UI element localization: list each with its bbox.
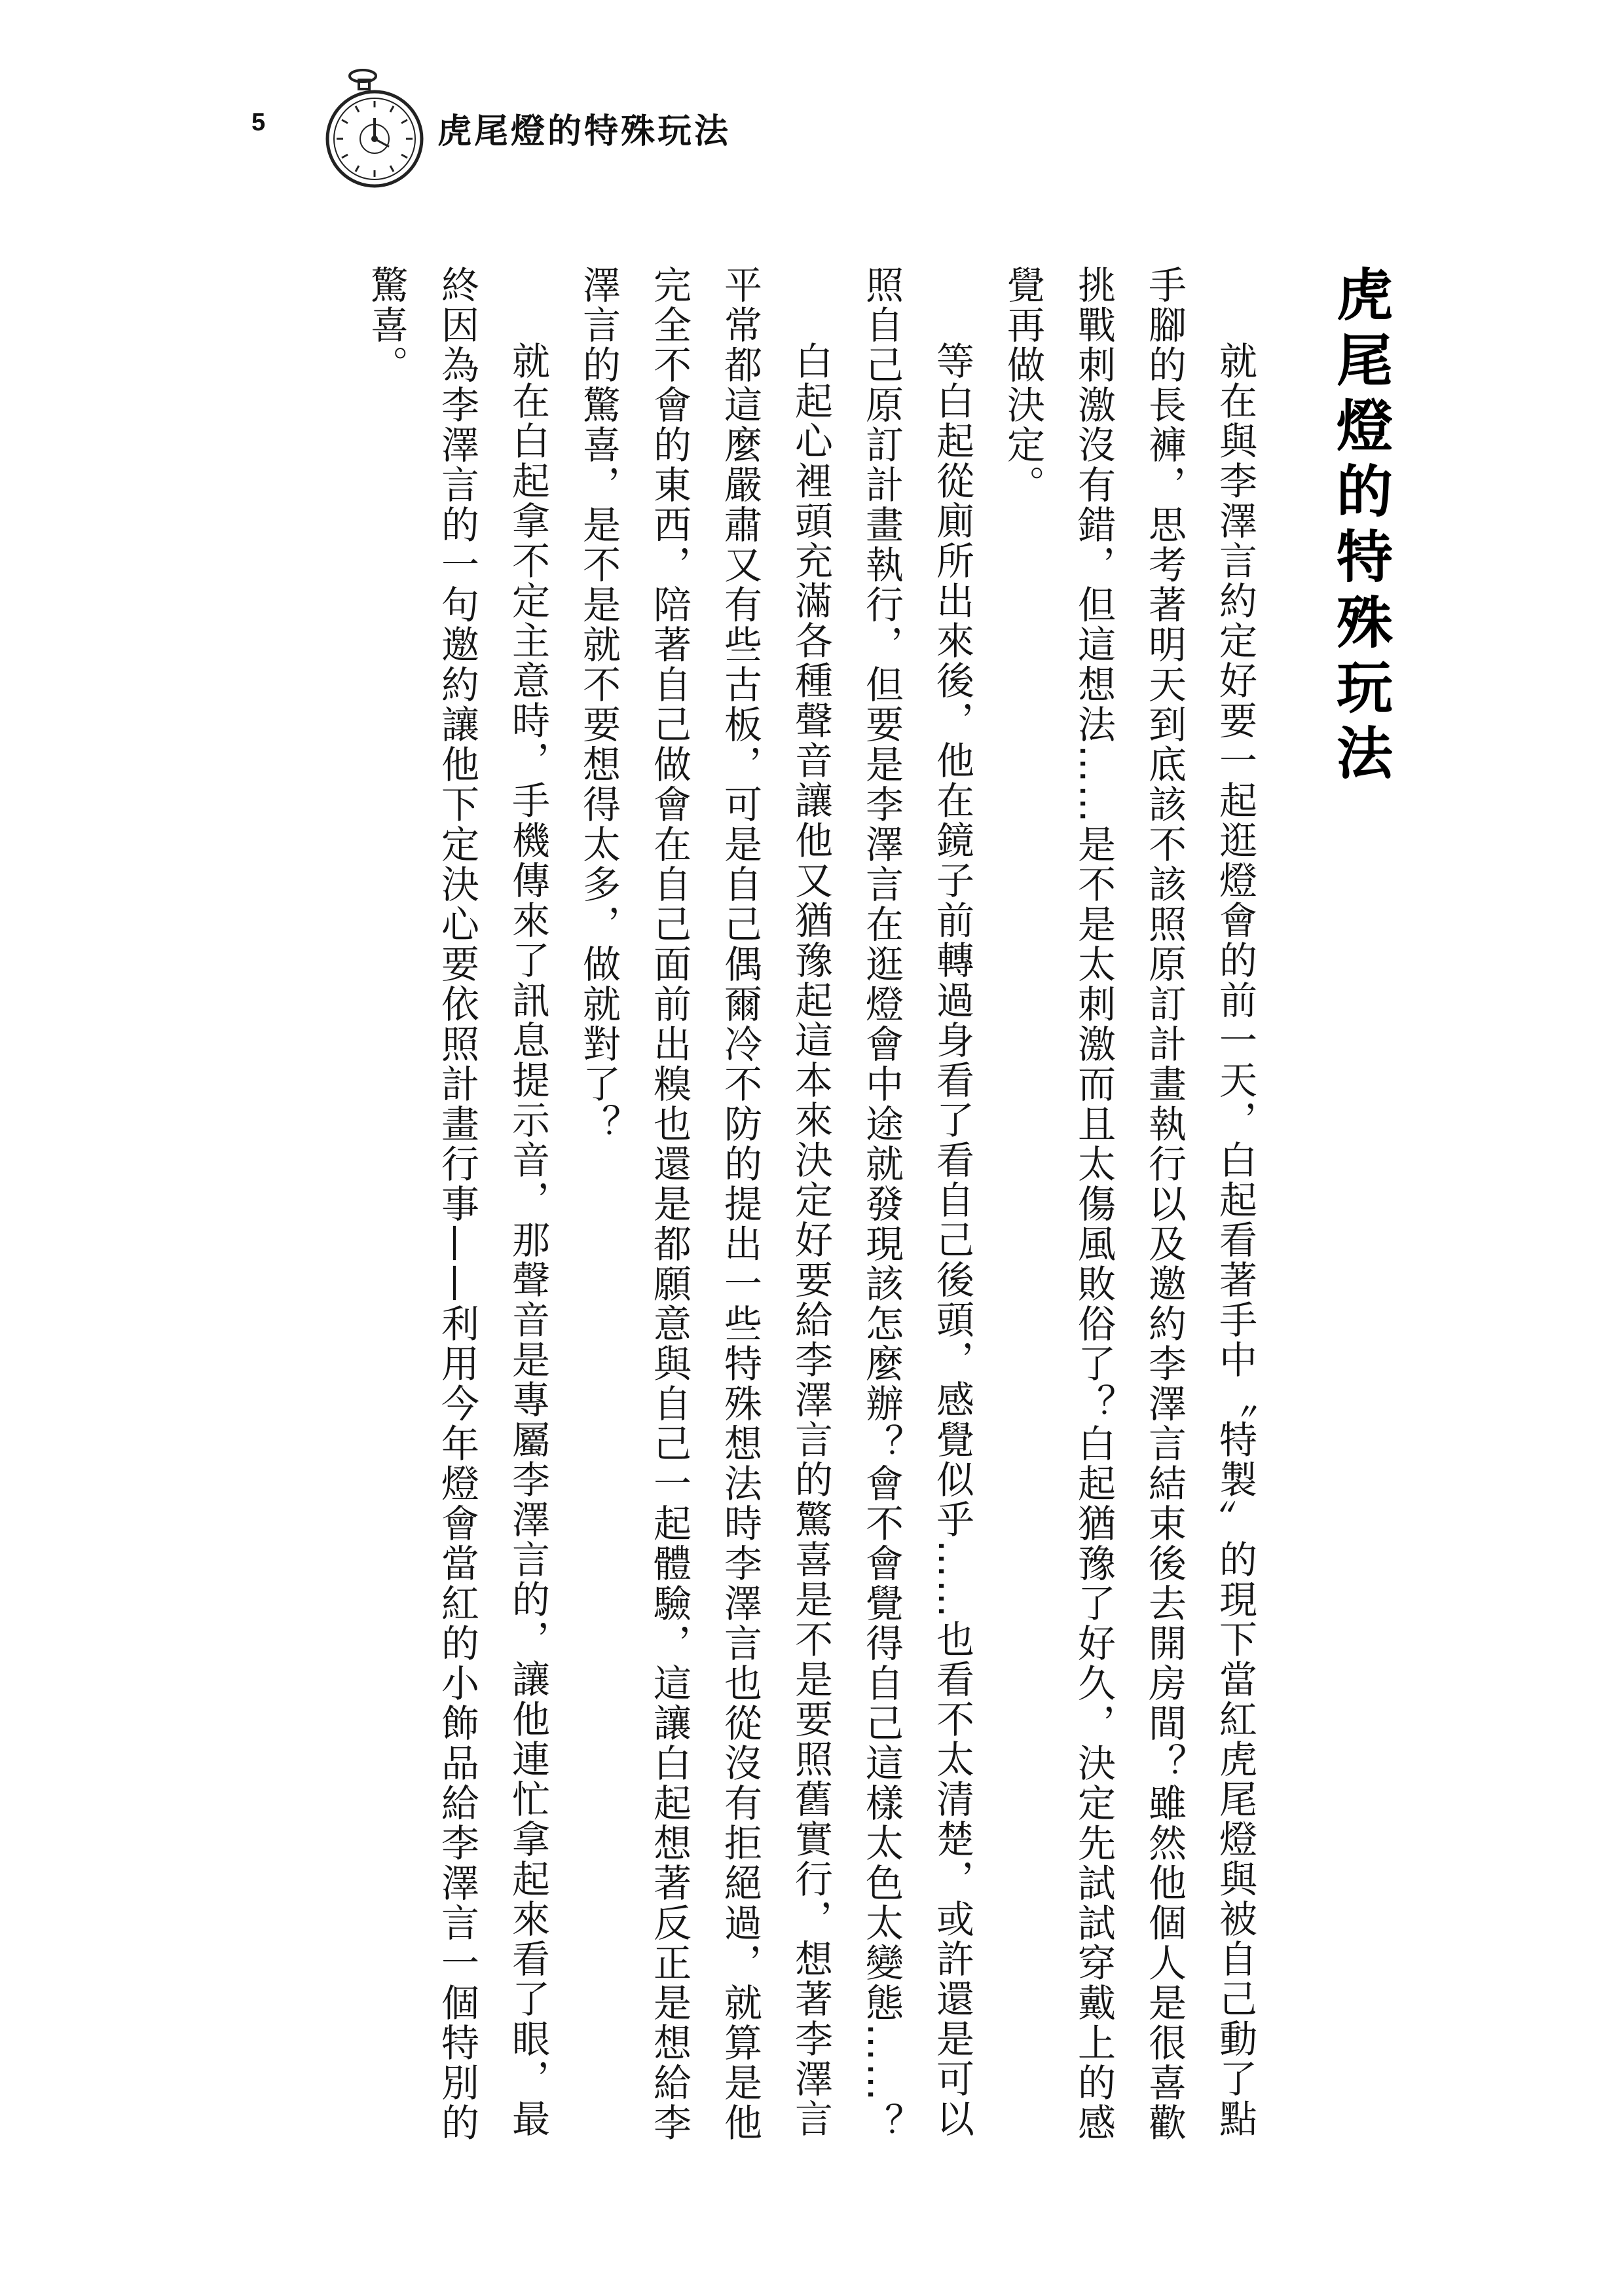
vertical-text-body [232,265,1395,2164]
running-header-title: 虎尾燈的特殊玩法 [437,112,731,151]
paragraph-2: 等白起從廁所出來後，他在鏡子前轉過身看了看自己後頭，感覺似乎……也看不太清楚，或許還是可以照自己原訂計畫執行，但要是李澤言在逛燈會中途就發現該怎麼辦？會不會覺得自己這樣太色太變態……？ [859,265,974,2143]
pocket-watch-icon [316,65,434,196]
chapter-title: 虎尾燈的特殊玩法 [1327,265,1392,789]
page-header [0,0,1624,223]
paragraph-1: 就在與李澤言約定好要一起逛燈會的前一天，白起看著手中〝特製〞的現下當紅虎尾燈與被自己動了點手腳的長褲，思考著明天到底該不該照原訂計畫執行以及邀約李澤言結束後去開房間？雖然他個人是很喜歡挑戰刺激沒有錯，但這想法……是不是太刺激而且太傷風敗俗了？白起猶豫了好久，決定先試試穿戴上的感覺再做決定。 [1001,265,1257,2143]
page-number: 5 [251,109,266,136]
paragraph-3: 白起心裡頭充滿各種聲音讓他又猶豫起這本來決定好要給李澤言的驚喜是不是要照舊實行，想著李澤言平常都這麼嚴肅又有些古板，可是自己偶爾冷不防的提出一些特殊想法時李澤言也從沒有拒絕過，就算是他完全不會的東西，陪著自己做會在自己面前出糗也還是都願意與自己一起體驗，這讓白起想著反正是想給李澤言的驚喜，是不是就不要想得太多，做就對了？ [576,265,833,2143]
paragraph-4: 就在白起拿不定主意時，手機傳來了訊息提示音，那聲音是專屬李澤言的，讓他連忙拿起來看了眼，最終因為李澤言的一句邀約讓他下定決心要依照計畫行事——利用今年燈會當紅的小飾品給李澤言一個特別的驚喜。 [364,265,550,2143]
